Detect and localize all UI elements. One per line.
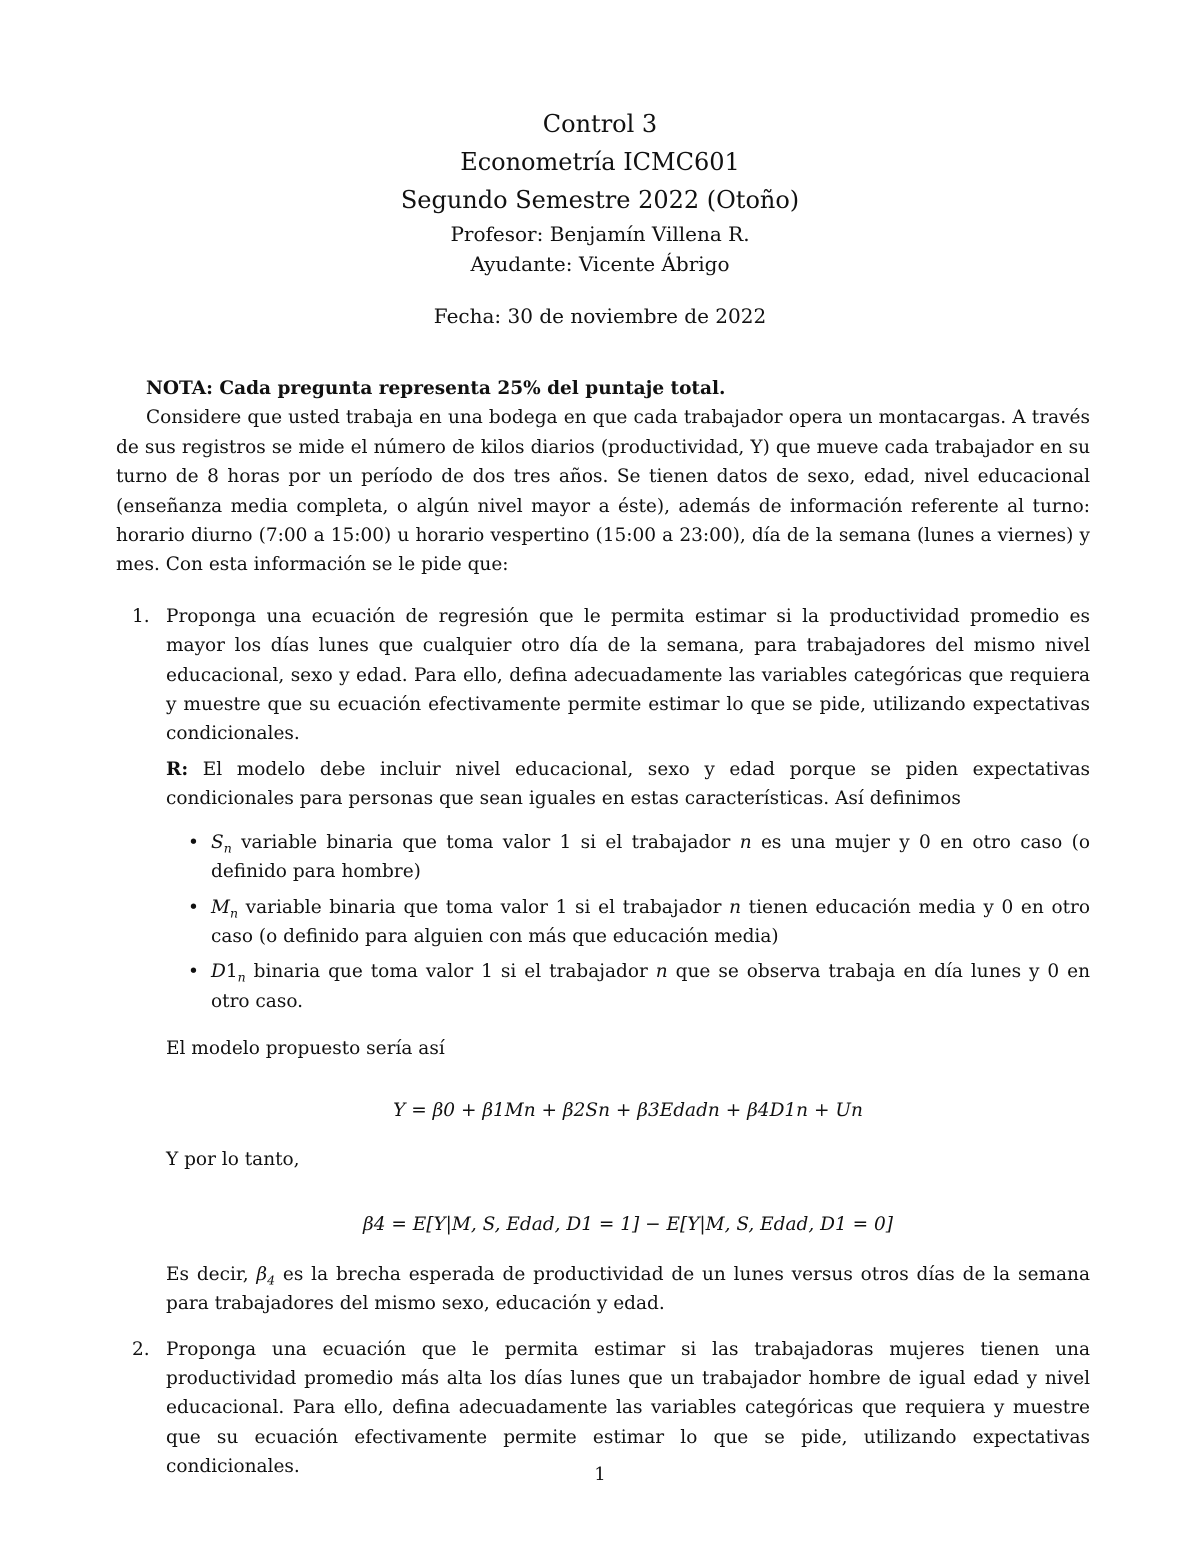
definition-text: tienen educación media y 0 en otro caso (o definido para alguien con más que educación media) (211, 896, 1090, 947)
assistant: Ayudante: Vicente Ábrigo (470, 252, 730, 276)
equation-text: Y = β0 + β1Mn + β2Sn + β3Edadn + β4D1n + Un (393, 1099, 863, 1121)
regression-equation (166, 1096, 1090, 1125)
definition-item (166, 828, 1090, 887)
conditional-expectation-equation (166, 1210, 1090, 1239)
intro-paragraph: Considere que usted trabaja en una bodega en que cada trabajador opera un montacargas. A través de sus registros se mide el número de kilos diarios (productividad, Y) que mueve cada trabajador en su turno de 8 horas por un período de dos tres años. Se tienen datos de sexo, edad, nivel educacional (enseñanza media completa, o algún nivel mayor a éste), además de información referente al turno: horario diurno (7:00 a 15:00) u horario vespertino (15:00 a 23:00), día de la semana (lunes a viernes) y mes. Con esta información se le pide que: (116, 407, 1090, 576)
document-title: Control 3 (542, 110, 658, 138)
index-symbol: n (729, 896, 741, 918)
index-symbol: n (739, 831, 752, 853)
variable-symbol: D (211, 961, 226, 983)
question-number: 2. (132, 1338, 150, 1360)
conclusion-paragraph (166, 1260, 1090, 1319)
grading-note: NOTA: Cada pregunta representa 25% del puntaje total. (146, 378, 726, 399)
variable-subscript: n (237, 970, 246, 985)
variable-definitions (166, 828, 1090, 1016)
definition-text: que se observa trabaja en día lunes y 0 en otro caso. (211, 961, 1090, 1012)
question-2 (116, 1335, 1090, 1482)
answer-label: R: (166, 758, 189, 780)
conclusion-text: es la brecha esperada de productividad de un lunes versus otros días de la semana para trabajadores del mismo sexo, educación y edad. (166, 1263, 1090, 1315)
semester: Segundo Semestre 2022 (Otoño) (400, 186, 800, 214)
page-number: 1 (594, 1464, 606, 1485)
variable-symbol: S (211, 831, 224, 853)
definition-text: es una mujer y 0 en otro caso (o definido para hombre) (211, 831, 1090, 883)
question-text: Proponga una ecuación que le permita estimar si las trabajadoras mujeres tienen una productividad promedio más alta los días lunes que un trabajador hombre de igual edad y nivel educacional. Para ello, defina adecuadamente las variables categóricas que requiera y muestre que su ecuación efectivamente permite estimar lo que se pide, utilizando expectativas condicionales. (166, 1338, 1090, 1478)
variable-symbol: M (211, 896, 230, 918)
variable-subscript: n (223, 840, 232, 856)
answer-text: El modelo debe incluir nivel educacional, sexo y edad porque se piden expectativas condicionales para personas que sean iguales en estas características. Así definimos (166, 758, 1090, 810)
question-list (116, 602, 1090, 1482)
question-text: Proponga una ecuación de regresión que le permita estimar si la productividad promedio es mayor los días lunes que cualquier otro día de la semana, para trabajadores del mismo nivel educacional, sexo y edad. Para ello, defina adecuadamente las variables categóricas que requiera y muestre que su ecuación efectivamente permite estimar lo que se pide, utilizando expectativas condicionales. (166, 605, 1090, 745)
definition-text: variable binaria que toma valor 1 si el trabajador (231, 831, 740, 853)
definition-text: variable binaria que toma valor 1 si el trabajador (238, 896, 730, 918)
variable-number: 1 (225, 961, 238, 983)
course-name: Econometría ICMC601 (460, 148, 740, 176)
bullet-icon: • (188, 961, 199, 983)
therefore-text: Y por lo tanto, (166, 1148, 300, 1170)
bullet-icon: • (188, 831, 199, 853)
variable-subscript: n (229, 905, 239, 921)
definition-text: binaria que toma valor 1 si el trabajador (245, 961, 656, 983)
beta4-symbol: $\beta_4$ (256, 1263, 276, 1288)
conclusion-text: Es decir, (166, 1263, 257, 1285)
answer-paragraph (166, 755, 1090, 814)
document-header (0, 105, 1200, 331)
definition-item (166, 957, 1090, 1016)
question-1 (116, 602, 1090, 1319)
index-symbol: n (655, 961, 668, 983)
exam-date: Fecha: 30 de noviembre de 2022 (433, 304, 767, 328)
professor: Profesor: Benjamín Villena R. (450, 222, 750, 246)
document-body (116, 374, 1090, 1498)
question-number: 1. (132, 605, 150, 627)
bullet-icon: • (188, 896, 199, 918)
definition-item (166, 893, 1090, 952)
model-intro: El modelo propuesto sería así (166, 1038, 445, 1060)
equation-text: β4 = E[Y|M, S, Edad, D1 = 1] − E[Y|M, S, Edad, D1 = 0] (363, 1214, 893, 1236)
